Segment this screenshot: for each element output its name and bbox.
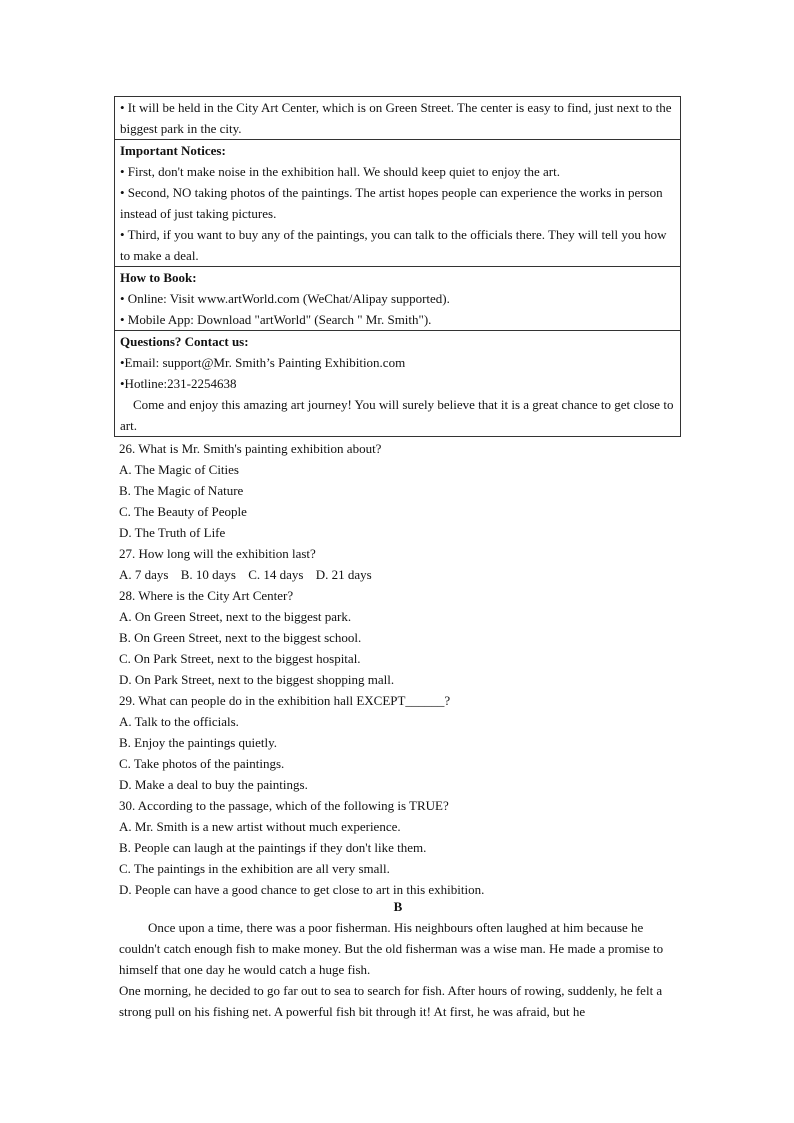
section-title: B <box>393 899 403 914</box>
question-option: A. 7 days <box>119 567 169 582</box>
closing-text: Come and enjoy this amazing art journey! You will surely believe that it is a great chance to get close to art. <box>120 397 674 433</box>
location-text: • It will be held in the City Art Center, which is on Green Street. The center is easy to find, just next to the biggest park in the city. <box>120 100 672 136</box>
question-option: D. The Truth of Life <box>119 525 226 540</box>
question-option: C. Take photos of the paintings. <box>119 756 285 771</box>
notices-heading: Important Notices: <box>120 143 226 158</box>
notice-item: • Third, if you want to buy any of the paintings, you can talk to the officials there. They will tell you how to make a deal. <box>120 227 667 263</box>
question-option: B. 10 days <box>180 567 236 582</box>
contact-hotline: •Hotline:231-2254638 <box>120 376 237 391</box>
question-option: C. 14 days <box>248 567 304 582</box>
question-stem: 28. Where is the City Art Center? <box>119 588 294 603</box>
exhibition-info-table <box>114 96 681 437</box>
question-option: D. 21 days <box>315 567 372 582</box>
question-option: A. Mr. Smith is a new artist without much experience. <box>119 819 401 834</box>
question-option: C. The paintings in the exhibition are all very small. <box>119 861 390 876</box>
question-option: D. Make a deal to buy the paintings. <box>119 777 308 792</box>
question-option: B. On Green Street, next to the biggest school. <box>119 630 362 645</box>
notices-cell <box>115 139 680 266</box>
contact-heading: Questions? Contact us: <box>120 334 249 349</box>
contact-cell <box>115 330 680 436</box>
notice-item: • First, don't make noise in the exhibition hall. We should keep quiet to enjoy the art. <box>120 164 560 179</box>
question-options-row <box>119 564 681 585</box>
question-stem: 26. What is Mr. Smith's painting exhibition about? <box>119 441 382 456</box>
reading-passage-b <box>119 896 677 1022</box>
question-option: A. Talk to the officials. <box>119 714 239 729</box>
question-stem: 27. How long will the exhibition last? <box>119 546 316 561</box>
passage-paragraph: Once upon a time, there was a poor fisherman. His neighbours often laughed at him because he couldn't catch enough fish to make money. But the old fisherman was a wise man. He made a promise to himself that one day he would catch a huge fish. <box>119 920 664 977</box>
booking-item: • Online: Visit www.artWorld.com (WeChat/Alipay supported). <box>120 291 450 306</box>
question-option: D. On Park Street, next to the biggest shopping mall. <box>119 672 395 687</box>
question-stem: 30. According to the passage, which of the following is TRUE? <box>119 798 449 813</box>
question-option: B. People can laugh at the paintings if they don't like them. <box>119 840 427 855</box>
question-option: A. On Green Street, next to the biggest park. <box>119 609 352 624</box>
question-option: C. The Beauty of People <box>119 504 247 519</box>
question-stem: 29. What can people do in the exhibition hall EXCEPT______? <box>119 693 451 708</box>
contact-email: •Email: support@Mr. Smith’s Painting Exhibition.com <box>120 355 406 370</box>
notice-item: • Second, NO taking photos of the paintings. The artist hopes people can experience the works in person instead of just taking pictures. <box>120 185 663 221</box>
question-option: D. People can have a good chance to get close to art in this exhibition. <box>119 882 485 897</box>
booking-heading: How to Book: <box>120 270 197 285</box>
question-option: B. The Magic of Nature <box>119 483 244 498</box>
booking-item: • Mobile App: Download "artWorld" (Search " Mr. Smith"). <box>120 312 432 327</box>
passage-paragraph: One morning, he decided to go far out to sea to search for fish. After hours of rowing, suddenly, he felt a strong pull on his fishing net. A powerful fish bit through it! At first, he was afraid, but he <box>119 983 663 1019</box>
question-option: B. Enjoy the paintings quietly. <box>119 735 278 750</box>
question-option: C. On Park Street, next to the biggest hospital. <box>119 651 361 666</box>
questions-section <box>119 438 681 900</box>
booking-cell <box>115 266 680 330</box>
location-cell <box>115 97 680 139</box>
question-option: A. The Magic of Cities <box>119 462 239 477</box>
